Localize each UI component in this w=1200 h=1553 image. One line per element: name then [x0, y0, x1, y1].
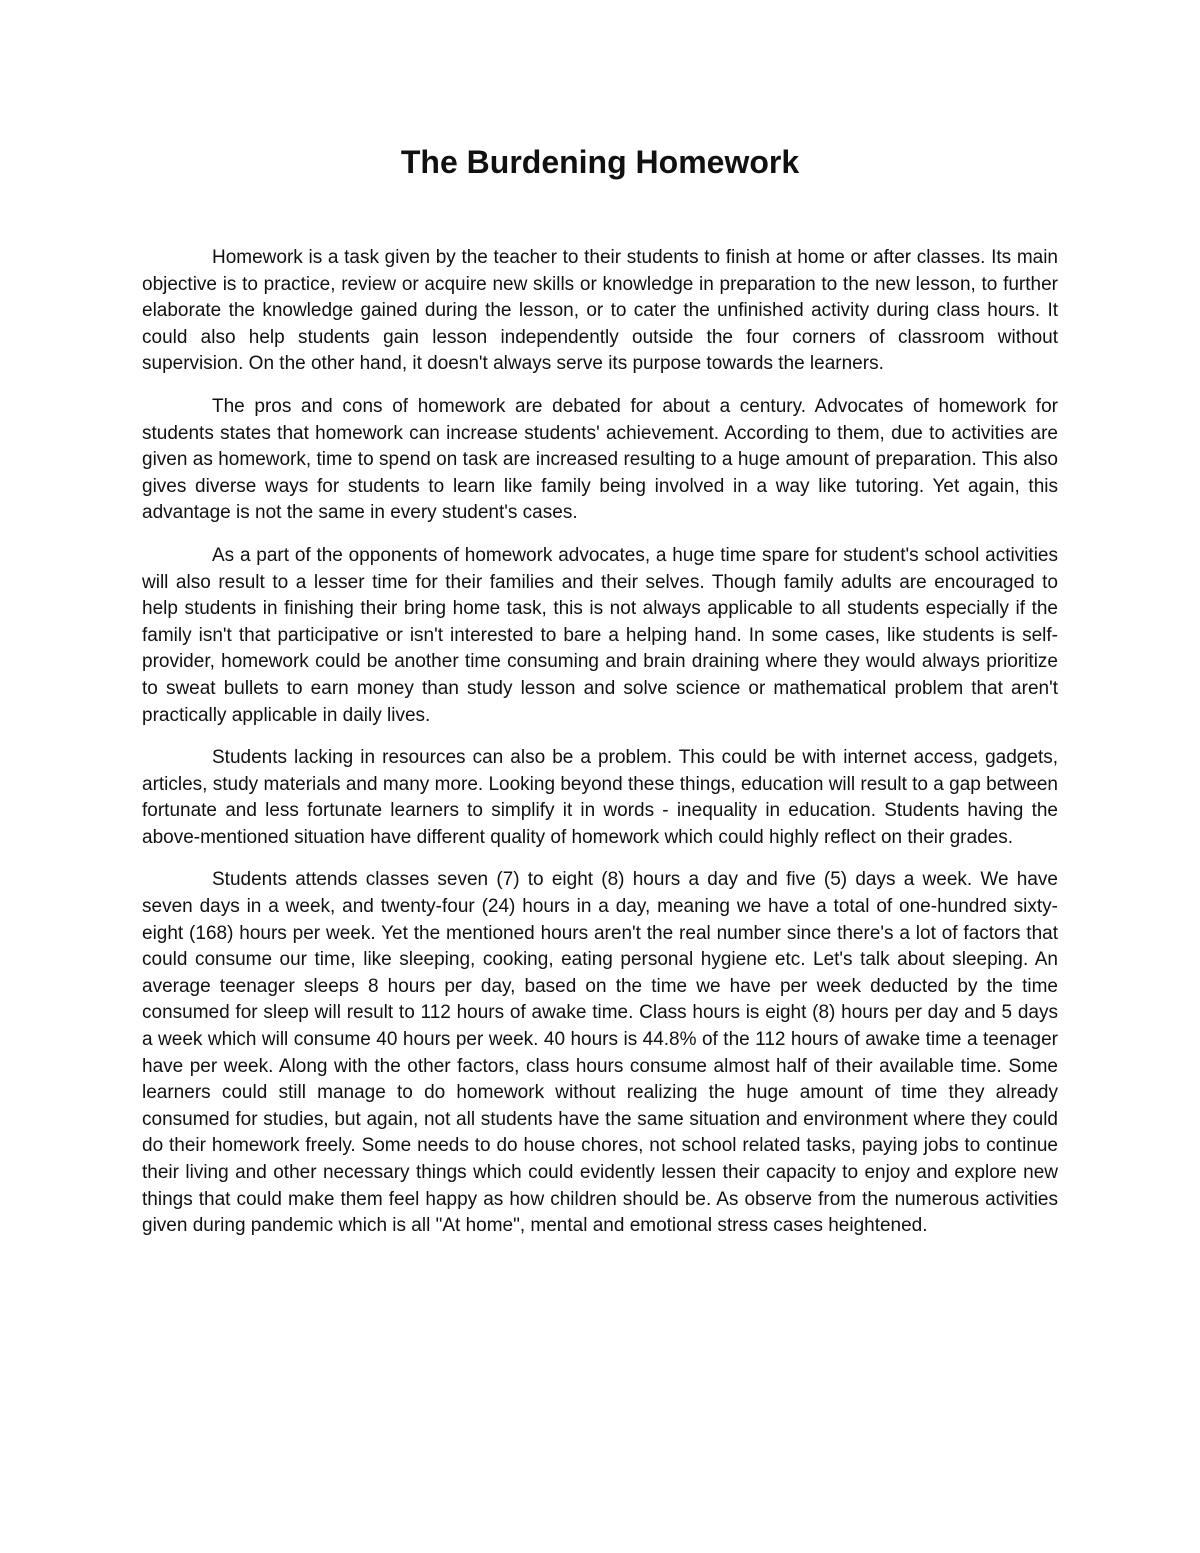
paragraph-3: As a part of the opponents of homework advocates, a huge time spare for student's school activities will also result to a lesser time for their families and their selves. Though family adults are encouraged to help students in finishing their bring home task, this is not always applicable to all students especially if the family isn't that participative or isn't interested to bare a helping hand. In some cases, like students is self-provider, homework could be another time consuming and brain draining where they would always prioritize to sweat bullets to earn money than study lesson and solve science or mathematical problem that aren't practically applicable in daily lives.	[142, 544, 1058, 726]
paragraph-2: The pros and cons of homework are debated for about a century. Advocates of homework for students states that homework can increase students' achievement. According to them, due to activities are given as homework, time to spend on task are increased resulting to a huge amount of preparation. This also gives diverse ways for students to learn like family being involved in a way like tutoring. Yet again, this advantage is not the same in every student's cases.	[142, 395, 1058, 524]
paragraph-1: Homework is a task given by the teacher to their students to finish at home or after classes. Its main objective is to practice, review or acquire new skills or knowledge in preparation to the new lesson, to further elaborate the knowledge gained during the lesson, or to cater the unfinished activity during class hours. It could also help students gain lesson independently outside the four corners of classroom without supervision. On the other hand, it doesn't always serve its purpose towards the learners.	[142, 247, 1058, 375]
document-body	[142, 245, 1058, 1256]
document-title: The Burdening Homework	[400, 144, 800, 180]
paragraph-4: Students lacking in resources can also be a problem. This could be with internet access, gadgets, articles, study materials and many more. Looking beyond these things, education will result to a gap between fortunate and less fortunate learners to simplify it in words - inequality in education. Students having the above-mentioned situation have different quality of homework which could highly reflect on their grades.	[142, 747, 1058, 848]
paragraph-5: Students attends classes seven (7) to eight (8) hours a day and five (5) days a week. We have seven days in a week, and twenty-four (24) hours in a day, meaning we have a total of one-hundred sixty-eight (168) hours per week. Yet the mentioned hours aren't the real number since there's a lot of factors that could consume our time, like sleeping, cooking, eating personal hygiene etc. Let's talk about sleeping. An average teenager sleeps 8 hours per day, based on the time we have per week deducted by the time consumed for sleep will result to 112 hours of awake time. Class hours is eight (8) hours per day and 5 days a week which will consume 40 hours per week. 40 hours is 44.8% of the 112 hours of awake time a teenager have per week. Along with the other factors, class hours consume almost half of their available time. Some learners could still manage to do homework without realizing the huge amount of time they already consumed for studies, but again, not all students have the same situation and environment where they could do their homework freely. Some needs to do house chores, not school related tasks, paying jobs to continue their living and other necessary things which could evidently lessen their capacity to enjoy and explore new things that could make them feel happy as how children should be. As observe from the numerous activities given during pandemic which is all "At home", mental and emotional stress cases heightened.	[142, 869, 1058, 1237]
